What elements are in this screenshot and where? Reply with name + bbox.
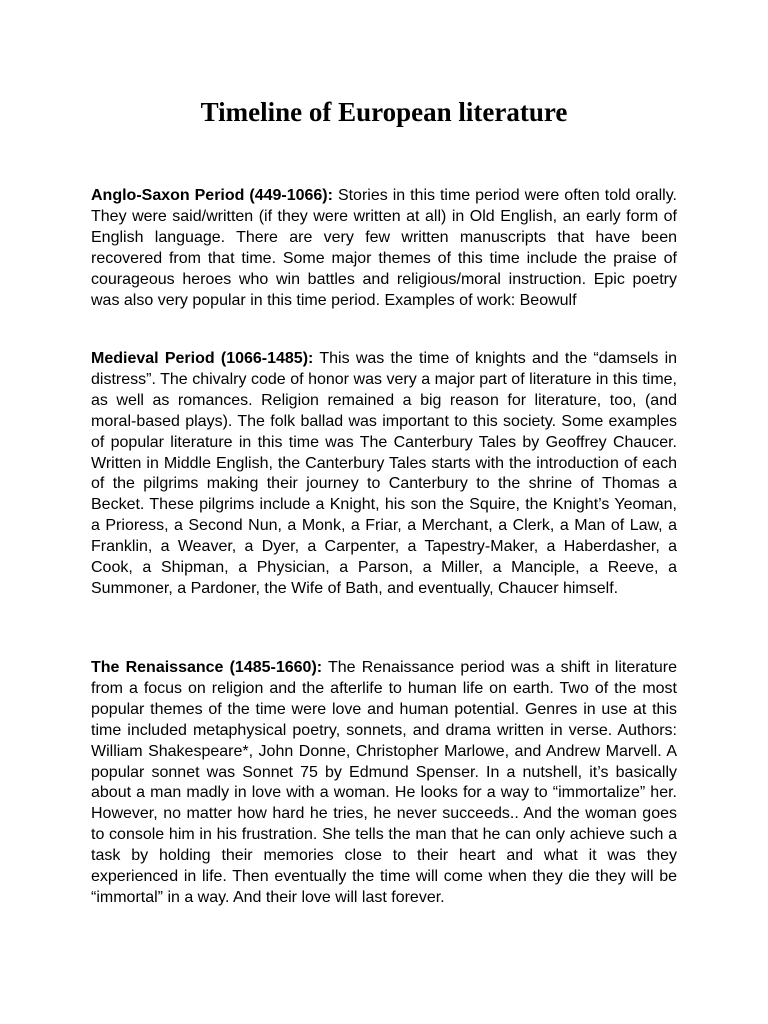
page-title: Timeline of European literature xyxy=(200,97,568,127)
section-heading: Anglo-Saxon Period (449-1066): xyxy=(91,187,333,204)
section-body: This was the time of knights and the “damsels in distress”. The chivalry code of honor was very a major part of literature in this time, as well as romances. Religion remained a big reason for literature, too, (and moral-based plays). The folk ballad was important to this society. Some examples of popular literature in this time was The Canterbury Tales by Geoffrey Chaucer. Written in Middle English, the Canterbury Tales starts with the introduction of each of the pilgrims making their journey to Canterbury to the shrine of Thomas a Becket. These pilgrims include a Knight, his son the Squire, the Knight’s Yeoman, a Prioress, a Second Nun, a Monk, a Friar, a Merchant, a Clerk, a Man of Law, a Franklin, a Weaver, a Dyer, a Carpenter, a Tapestry-Maker, a Haberdasher, a Cook, a Shipman, a Physician, a Parson, a Miller, a Manciple, a Reeve, a Summoner, a Pardoner, the Wife of Bath, and eventually, Chaucer himself. xyxy=(91,350,678,597)
section-medieval xyxy=(91,349,677,600)
section-body: The Renaissance period was a shift in literature from a focus on religion and the afterlife to human life on earth. Two of the most popular themes of the time were love and human potential. Genres in use at this time included metaphysical poetry, sonnets, and drama written in verse. Authors: William Shakespeare*, John Donne, Christopher Marlowe, and Andrew Marvell. A popular sonnet was Sonnet 75 by Edmund Spenser. In a nutshell, it’s basically about a man madly in love with a woman. He looks for a way to “immortalize” her. However, no matter how hard he tries, he never succeeds.. And the woman goes to console him in his frustration. She tells the man that he can only achieve such a task by holding their memories close to their heart and what it was they experienced in life. Then eventually the time will come when they die they will be “immortal” in a way. And their love will last forever. xyxy=(91,659,678,906)
section-anglo-saxon xyxy=(91,186,677,311)
section-renaissance xyxy=(91,658,677,909)
section-body: Stories in this time period were often told orally. They were said/written (if they were written at all) in Old English, an early form of English language. There are very few written manuscripts that have been recovered from that time. Some major themes of this time include the praise of courageous heroes who win battles and religious/moral instruction. Epic poetry was also very popular in this time period. Examples of work: Beowulf xyxy=(91,187,677,309)
section-heading: The Renaissance (1485-1660): xyxy=(91,659,323,676)
section-heading: Medieval Period (1066-1485): xyxy=(91,350,314,367)
